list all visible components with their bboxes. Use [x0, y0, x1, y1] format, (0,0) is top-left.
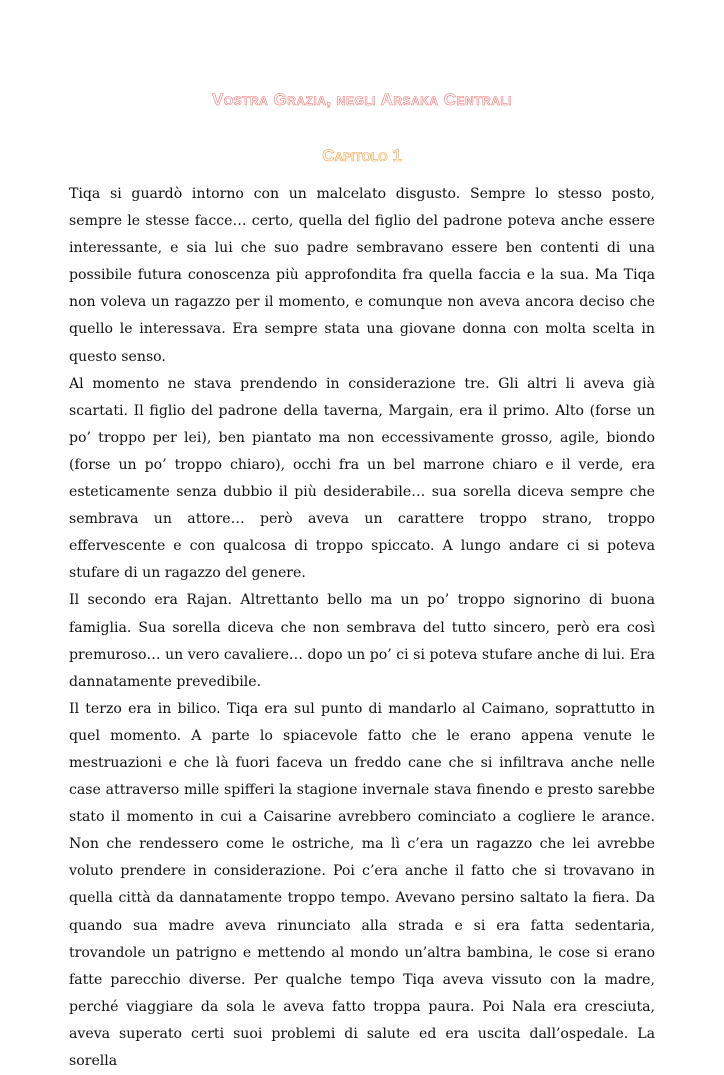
chapter-body — [69, 181, 655, 1075]
paragraph: Al momento ne stava prendendo in considerazione tre. Gli altri li aveva già scartati. Il figlio del padrone della taverna, Margain, era il primo. Alto (forse un po’ troppo per lei), ben piantato ma non eccessivamente grosso, agile, biondo (forse un po’ troppo chiaro), occhi fra un bel marrone chiaro e il verde, era esteticamente senza dubbio il più desiderabile… sua sorella diceva sempre che sembrava un attore… però aveva un carattere troppo strano, troppo effervescente e con qualcosa di troppo spiccato. A lungo andare ci si poteva stufare di un ragazzo del genere. — [69, 375, 655, 582]
paragraph: Il terzo era in bilico. Tiqa era sul punto di mandarlo al Caimano, soprattutto in quel momento. A parte lo spiacevole fatto che le erano appena venute le mestruazioni e che là fuori faceva un freddo cane che si infiltrava anche nelle case attraverso mille spifferi la stagione invernale stava finendo e presto sarebbe stato il momento in cui a Caisarine avrebbero cominciato a cogliere le arance. Non che rendessero come le ostriche, ma lì c’era un ragazzo che lei avrebbe voluto prendere in considerazione. Poi c’era anche il fatto che si trovavano in quella città da dannatamente troppo tempo. Avevano persino saltato la fiera. Da quando sua madre aveva rinunciato alla strada e si era fatta sedentaria, trovandole un patrigno e mettendo al mondo un’altra bambina, le cose si erano fatte parecchio diverse. Per qualche tempo Tiqa aveva vissuto con la madre, perché viaggiare da sola le aveva fatto troppa paura. Poi Nala era cresciuta, aveva superato certi suoi problemi di salute ed era uscita dall’ospedale. La sorella — [69, 700, 655, 1069]
book-title: Vostra Grazia, negli Arsaka Centrali — [211, 90, 513, 109]
paragraph: Tiqa si guardò intorno con un malcelato disgusto. Sempre lo stesso posto, sempre le stesse facce… certo, quella del figlio del padrone poteva anche essere interessante, e sia lui che suo padre sembravano essere ben contenti di una possibile futura conoscenza più approfondita fra quella faccia e la sua. Ma Tiqa non voleva un ragazzo per il momento, e comunque non aveva ancora deciso che quello le interessava. Era sempre stata una giovane donna con molta scelta in questo senso. — [69, 186, 655, 365]
paragraph: Il secondo era Rajan. Altrettanto bello ma un po’ troppo signorino di buona famiglia. Sua sorella diceva che non sembrava del tutto sincero, però era così premuroso… un vero cavaliere… dopo un po’ ci si poteva stufare anche di lui. Era dannatamente prevedibile. — [69, 592, 655, 690]
chapter-heading: Capitolo 1 — [322, 146, 402, 165]
